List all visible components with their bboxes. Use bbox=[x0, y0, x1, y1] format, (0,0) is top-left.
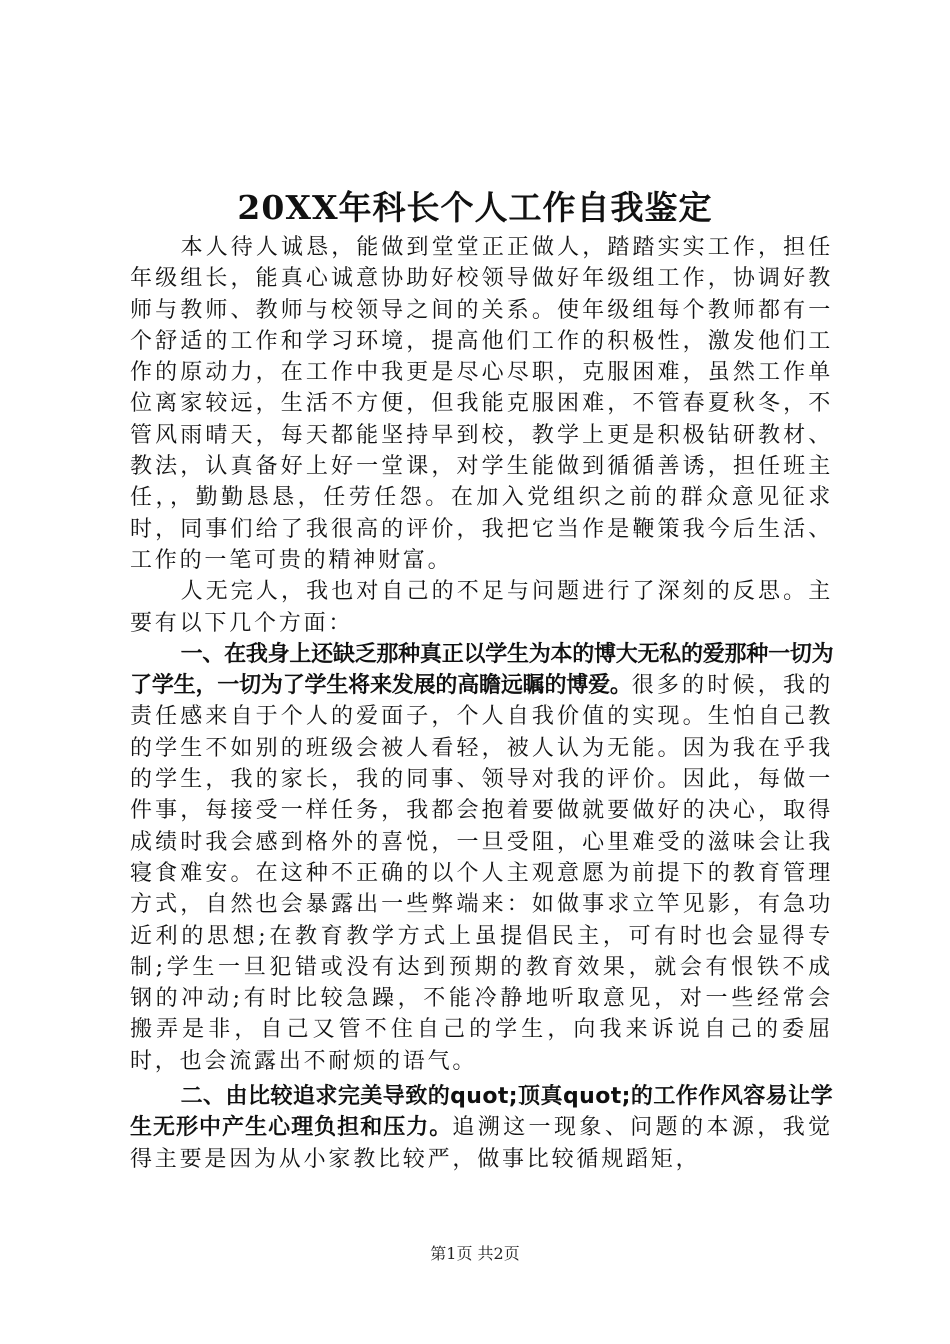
paragraph-4-text: 追溯这一现象、问题的本源，我觉得主要是因为从小家教比较严，做事比较循规蹈矩， bbox=[130, 1115, 833, 1172]
paragraph-2 bbox=[130, 576, 833, 639]
paragraph-3 bbox=[130, 639, 833, 1077]
paragraph-4 bbox=[130, 1081, 833, 1175]
paragraph-1-text: 本人待人诚恳，能做到堂堂正正做人，踏踏实实工作，担任年级组长，能真心诚意协助好校领导做好年级组工作，协调好教师与教师、教师与校领导之间的关系。使年级组每个教师都有一个舒适的工作和学习环境，提高他们工作的积极性，激发他们工作的原动力，在工作中我更是尽心尽职，克服困难，虽然工作单位离家较远，生活不方便，但我能克服困难，不管春夏秋冬，不管风雨晴天，每天都能坚持早到校，教学上更是积极钻研教材、教法，认真备好上好一堂课，对学生能做到循循善诱，担任班主任，，勤勤恳恳，任劳任怨。在加入党组织之前的群众意见征求时，同事们给了我很高的评价，我把它当作是鞭策我今后生活、工作的一笔可贵的精神财富。 bbox=[130, 235, 833, 573]
paragraph-3-text: 很多的时候，我的责任感来自于个人的爱面子，个人自我价值的实现。生怕自己教的学生不如别的班级会被人看轻，被人认为无能。因为我在乎我的学生，我的家长，我的同事、领导对我的评价。因此，每做一件事，每接受一样任务，我都会抱着要做就要做好的决心，取得成绩时我会感到格外的喜悦，一旦受阻，心里难受的滋味会让我寝食难安。在这种不正确的以个人主观意愿为前提下的教育管理方式，自然也会暴露出一些弊端来：如做事求立竿见影，有急功近利的思想;在教育教学方式上虽提倡民主，可有时也会显得专制;学生一旦犯错或没有达到预期的教育效果，就会有恨铁不成钢的冲动;有时比较急躁，不能冷静地听取意见，对一些经常会搬弄是非，自己又管不住自己的学生，向我来诉说自己的委屈时，也会流露出不耐烦的语气。 bbox=[130, 673, 833, 1074]
section-heading-1: 一、在我身上还缺乏那种真正以学生为本的博大无私的爱那种一切为了学生，一切为了学生将来发展的高瞻远瞩的博爱。 bbox=[130, 641, 833, 699]
document-body bbox=[130, 232, 833, 1175]
document-title: 20XX年科长个人工作自我鉴定 bbox=[237, 188, 713, 227]
page-footer: 第1页 共2页 bbox=[430, 1244, 520, 1263]
section-heading-2: 二、由比较追求完美导致的quot;顶真quot;的工作作风容易让学生无形中产生心理负担和压力。 bbox=[130, 1084, 833, 1141]
paragraph-2-text: 人无完人，我也对自己的不足与问题进行了深刻的反思。主要有以下几个方面： bbox=[130, 579, 833, 636]
paragraph-1 bbox=[130, 232, 833, 576]
